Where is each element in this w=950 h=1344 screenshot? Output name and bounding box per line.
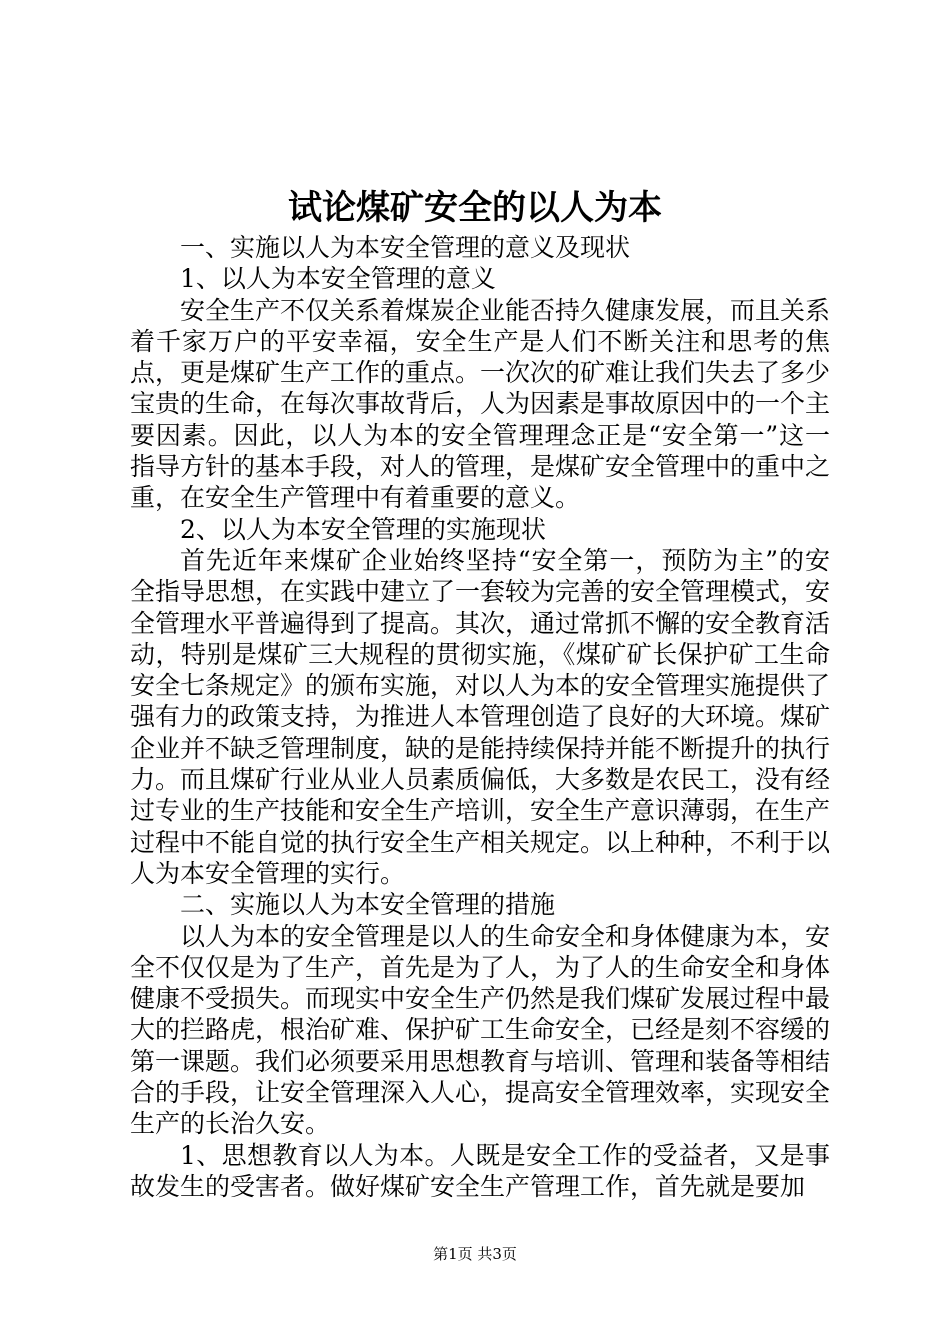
subsection-heading: 1、以人为本安全管理的意义 <box>180 264 496 294</box>
body-paragraph: 首先近年来煤矿企业始终坚持“安全第一，预防为主”的安全指导思想，在实践中建立了一套较为完善的安全管理模式，安全管理水平普遍得到了提高。其次，通过常抓不懈的安全教育活动，特别是煤矿三大规程的贯彻实施，《煤矿矿长保护矿工生命安全七条规定》的颁布实施，对以人为本的安全管理实施提供了强有力的政策支持，为推进人本管理创造了良好的大环境。煤矿企业并不缺乏管理制度，缺的是能持续保持并能不断提升的执行力。而且煤矿行业从业人员素质偏低，大多数是农民工，没有经过专业的生产技能和安全生产培训，安全生产意识薄弱，在生产过程中不能自觉的执行安全生产相关规定。以上种种，不利于以人为本安全管理的实行。 <box>130 545 831 888</box>
body-paragraph: 1、思想教育以人为本。人既是安全工作的受益者，又是事故发生的受害者。做好煤矿安全生产管理工作，首先就是要加 <box>130 1140 830 1201</box>
section-heading: 一、实施以人为本安全管理的意义及现状 <box>180 233 631 262</box>
document-title: 试论煤矿安全的以人为本 <box>288 188 662 228</box>
subsection-heading: 2、以人为本安全管理的实施现状 <box>180 514 546 544</box>
body-paragraph: 以人为本的安全管理是以人的生命安全和身体健康为本，安全不仅仅是为了生产，首先是为了人，为了人的生命安全和身体健康不受损失。而现实中安全生产仍然是我们煤矿发展过程中最大的拦路虎，根治矿难、保护矿工生命安全，已经是刻不容缓的第一课题。我们必须要采用思想教育与培训、管理和装备等相结合的手段，让安全管理深入人心，提高安全管理效率，实现安全生产的长治久安。 <box>130 921 831 1139</box>
section-heading: 二、实施以人为本安全管理的措施 <box>180 890 556 920</box>
body-paragraph: 安全生产不仅关系着煤炭企业能否持久健康发展，而且关系着千家万户的平安幸福，安全生产是人们不断关注和思考的焦点，更是煤矿生产工作的重点。一次次的矿难让我们失去了多少宝贵的生命，在每次事故背后，人为因素是事故原因中的一个主要因素。因此，以人为本的安全管理理念正是“安全第一”这一指导方针的基本手段，对人的管理，是煤矿安全管理中的重中之重，在安全生产管理中有着重要的意义。 <box>130 295 831 513</box>
page-footer: 第1页 共3页 <box>433 1245 517 1263</box>
document-body <box>130 232 830 1202</box>
